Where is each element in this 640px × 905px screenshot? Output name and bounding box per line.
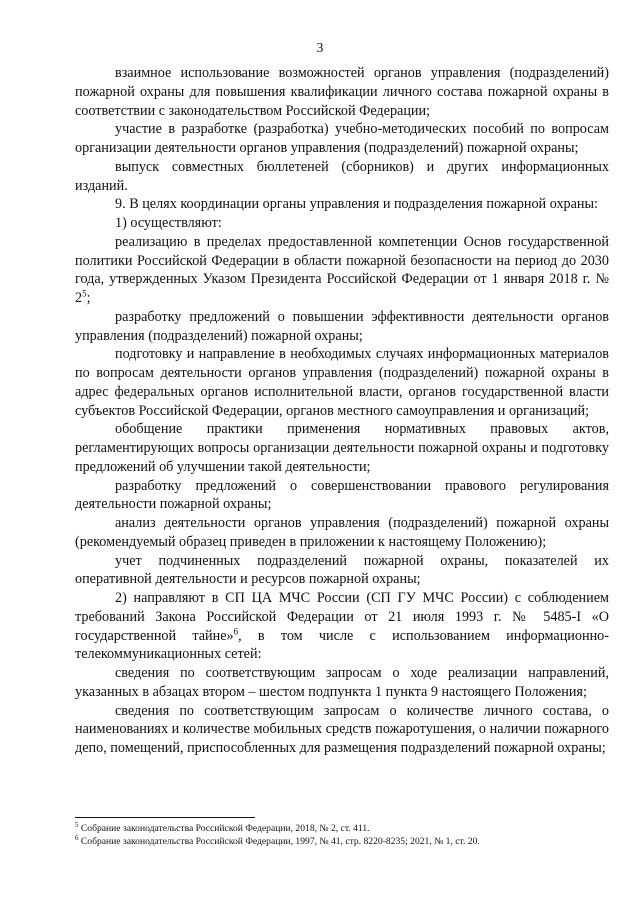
paragraph-text: 2) направляют в СП ЦА МЧС России (СП ГУ МЧС России) с соблюдением требований Закона Российской Федерации от 21 июля 1993 г. № 5485-I «О государственной тайне» <box>75 590 609 644</box>
footnotes <box>75 822 609 848</box>
paragraph: подготовку и направление в необходимых случаях информационных материалов по вопросам деятельности органов управления (подразделений) пожарной охраны в адрес федеральных органов исполнительной власти, органов государственной власти субъектов Российской Федерации, органов местного самоуправления и организаций; <box>75 346 609 419</box>
footnote <box>75 835 609 848</box>
paragraph: взаимное использование возможностей органов управления (подразделений) пожарной охраны для повышения квалификации личного состава пожарной охраны в соответствии с законодательством Российской Федерации; <box>75 65 609 119</box>
footnote-mark: 6 <box>75 833 79 842</box>
paragraph-tail: ; <box>86 290 91 306</box>
footnote-ref: 5 <box>82 288 87 299</box>
paragraph: сведения по соответствующим запросам о ходе реализации направлений, указанных в абзацах втором – шестом подпункта 1 пункта 9 настоящего Положения; <box>75 665 609 700</box>
page-number: 3 <box>316 40 324 55</box>
paragraph: разработку предложений о повышении эффективности деятельности органов управления (подразделений) пожарной охраны; <box>75 308 609 344</box>
paragraph: сведения по соответствующим запросам о количестве личного состава, о наименованиях и количестве мобильных средств пожаротушения, о наличии пожарного депо, помещений, приспособленных для размещения подразделений пожарной охраны; <box>75 702 609 756</box>
paragraph <box>75 589 609 664</box>
footnote <box>75 822 609 835</box>
paragraph: выпуск совместных бюллетеней (сборников) и других информационных изданий. <box>75 158 609 194</box>
document-body <box>75 64 609 758</box>
footnote-mark: 5 <box>75 820 79 829</box>
paragraph: 9. В целях координации органы управления и подразделения пожарной охраны: <box>115 196 598 213</box>
footnote-text: Собрание законодательства Российской Федерации, 2018, № 2, ст. 411. <box>78 823 370 834</box>
paragraph: разработку предложений о совершенствовании правового регулирования деятельности пожарной охраны; <box>75 477 609 513</box>
paragraph <box>75 233 609 308</box>
paragraph: 1) осуществляют: <box>115 215 222 231</box>
paragraph: учет подчиненных подразделений пожарной охраны, показателей их оперативной деятельности и ресурсов пожарной охраны; <box>75 552 609 588</box>
paragraph-text: реализацию в пределах предоставленной компетенции Основ государственной политики Российской Федерации в области пожарной безопасности на период до 2030 года, утвержденных Указом Президента Российской Федерации от 1 января 2018 г. № 2 <box>75 233 609 306</box>
footnote-text: Собрание законодательства Российской Федерации, 1997, № 41, стр. 8220-8235; 2021, № 1, ст. 20. <box>78 836 480 847</box>
paragraph-tail: , в том числе с использованием информационно-телекоммуникационных сетей: <box>75 627 609 663</box>
paragraph: обобщение практики применения нормативных правовых актов, регламентирующих вопросы организации деятельности пожарной охраны и подготовку предложений об улучшении такой деятельности; <box>75 421 609 475</box>
paragraph: участие в разработке (разработка) учебно-методических пособий по вопросам организации деятельности органов управления (подразделений) пожарной охраны; <box>75 121 609 156</box>
footnote-ref: 6 <box>233 625 239 636</box>
footnote-divider <box>75 817 255 818</box>
paragraph: анализ деятельности органов управления (подразделений) пожарной охраны (рекомендуемый образец приведен в приложении к настоящему Положению); <box>75 515 609 550</box>
